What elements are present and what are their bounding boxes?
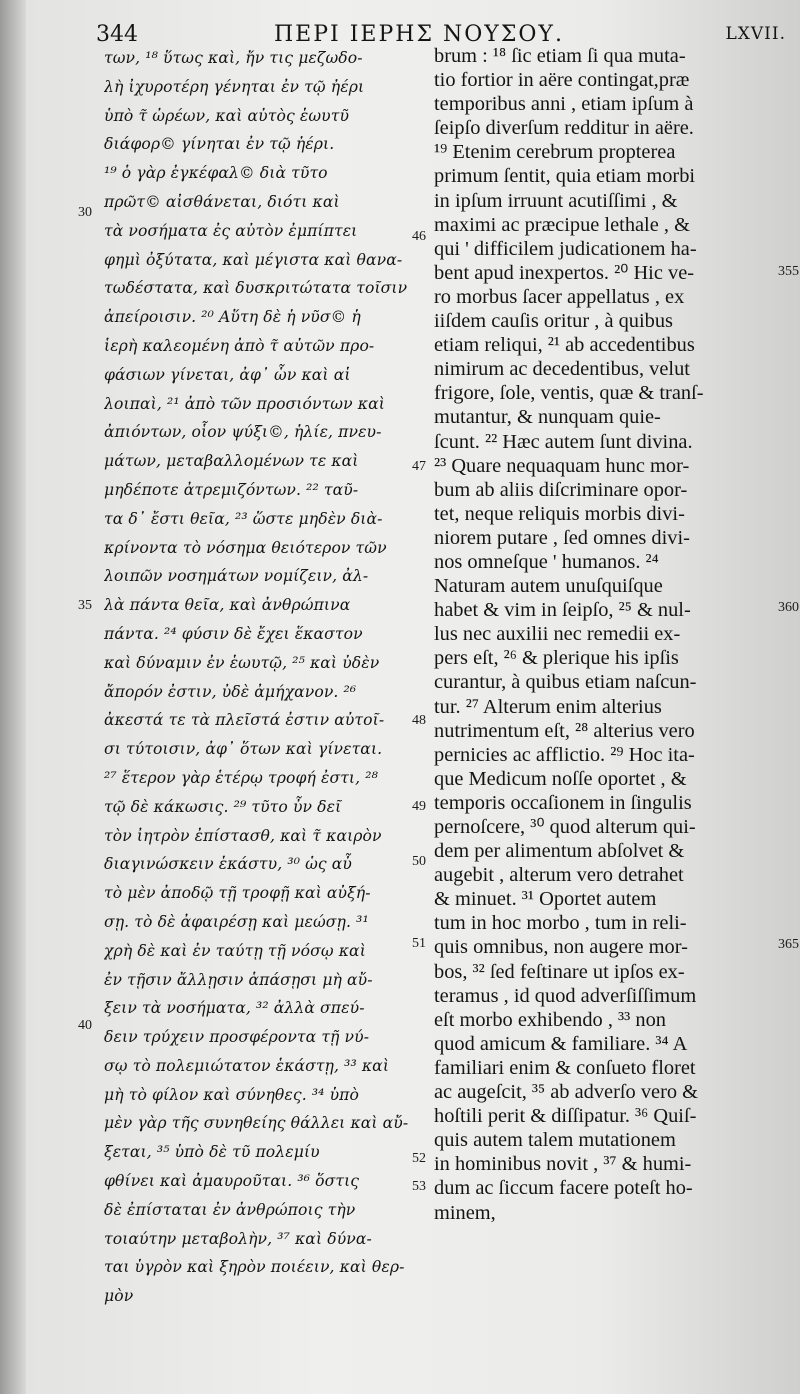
running-title: ΠΕΡΙ ΙΕΡΗΣ ΝΟΥΣΟΥ.	[274, 22, 564, 47]
latin-text-line: bent apud inexpertos. ²⁰ Hic ve-	[434, 261, 695, 284]
latin-text-line: ſeipſo diverſum redditur in aëre.	[434, 117, 694, 140]
greek-text-line: λὰ πάντα θεῖα, καὶ ἀνθρώπινα	[104, 596, 351, 615]
latin-text-column	[434, 44, 774, 1225]
greek-text-line: ξειν τὰ νοσήματα, ³² ἀλλὰ σπεύ-	[104, 999, 365, 1018]
greek-text-line: τὰ νοσήματα ἐς αὐτὸν ἐμπίπτει	[104, 221, 358, 240]
greek-text-line: των, ¹⁸ ὕτως καὶ, ἤν τις μεζωδο-	[104, 49, 363, 67]
latin-text-line: familiari enim & conſueto floret	[434, 1056, 696, 1079]
latin-text-line: tum in hoc morbo , tum in reli-	[434, 912, 687, 935]
latin-text-line: teramus , id quod adverſiſſimum	[434, 984, 697, 1007]
greek-text-line: δὲ ἐπίσταται ἐν ἀνθρώποις τὴν	[104, 1200, 356, 1219]
folio-number: LXVII.	[725, 24, 786, 44]
greek-text-column	[104, 44, 422, 1311]
greek-text-line: τωδέστατα, καὶ δυσκριτώτατα τοῖσιν	[104, 279, 408, 298]
greek-line-number: 53	[412, 1179, 426, 1194]
left-margin-number: 40	[78, 1018, 92, 1033]
latin-text-line: dem per alimentum abſolvet &	[434, 840, 685, 863]
latin-text-line: habet & vim in ſeipſo, ²⁵ & nul-	[434, 599, 691, 622]
greek-text-line: λοιπῶν νοσημάτων νομίζειν, ἀλ-	[104, 567, 369, 586]
latin-text-line: bos, ³² ſed feſtinare ut ipſos ex-	[434, 960, 685, 983]
latin-text-line: ro morbus ſacer appellatus , ex	[434, 285, 685, 308]
latin-text-line: nos omneſque ' humanos. ²⁴	[434, 550, 659, 573]
greek-text-line: πρῶτ© αἰσθάνεται, διότι καὶ	[104, 192, 340, 211]
greek-line-number: 49	[412, 799, 426, 814]
latin-text-line: curantur, à quibus etiam naſcun-	[434, 671, 697, 694]
greek-text-line: δειν τρύχειν προσφέροντα τῇ νύ-	[104, 1028, 370, 1047]
greek-text-line: χρὴ δὲ καὶ ἐν ταύτῃ τῇ νόσῳ καὶ	[104, 941, 366, 960]
greek-text-line: λὴ ἰχυροτέρη γένηται ἐν τῷ ἠέρι	[104, 77, 365, 96]
latin-text-line: quis autem talem mutationem	[434, 1129, 676, 1152]
greek-text-line: κρίνοντα τὸ νόσημα θειότερον τῶν	[104, 538, 387, 557]
greek-line-number: 46	[412, 229, 426, 244]
greek-text-line: πάντα. ²⁴ φύσιν δὲ ἔχει ἕκαστον	[104, 624, 363, 643]
latin-text-line: frigore, ſole, ventis, quæ & tranſ-	[434, 382, 704, 405]
latin-text-line: in ipſum irruunt acutiſſimi , &	[434, 189, 678, 212]
greek-text-line: διαγινώσκειν ἑκάστυ, ³⁰ ὡς αὖ	[104, 855, 353, 874]
latin-text-line: pernicies ac afflictio. ²⁹ Hoc ita-	[434, 743, 695, 766]
latin-text-line: mutantur, & nunquam quie-	[434, 406, 661, 429]
greek-text-line: μὲν γὰρ τῆς συνηθείης θάλλει καὶ αὔ-	[104, 1114, 409, 1133]
greek-text-line: ἱερὴ καλεομένη ἀπὸ τ̃ αὐτῶν προ-	[104, 336, 375, 355]
greek-text-line: ἀπιόντων, οἷον ψύξι©, ἡλίε, πνευ-	[104, 423, 382, 442]
latin-text-line: ²³ Quare nequaquam hunc mor-	[434, 454, 690, 477]
latin-text-line: nimirum ac decedentibus, velut	[434, 358, 690, 381]
greek-text-line: φημὶ ὀξύτατα, καὶ μέγιστα καὶ θανα-	[104, 250, 403, 269]
latin-text-line: etiam reliqui, ²¹ ab accedentibus	[434, 334, 695, 357]
latin-text-line: tet, neque reliquis morbis divi-	[434, 502, 685, 525]
latin-text-line: niorem putare , ſed omnes divi-	[434, 526, 690, 549]
latin-text-line: iiſdem cauſis oritur , à quibus	[434, 310, 673, 333]
latin-text-line: lus nec auxilii nec remedii ex-	[434, 623, 681, 646]
greek-text-line: φάσιων γίνεται, ἀφ᾽ ὧν καὶ αἱ	[104, 365, 351, 384]
latin-text-line: ſcunt. ²² Hæc autem ſunt divina.	[434, 430, 693, 453]
latin-text-line: augebit , alterum vero detrahet	[434, 864, 684, 887]
latin-text-line: qui ' difficilem judicationem ha-	[434, 237, 697, 260]
page-number: 344	[96, 22, 138, 47]
latin-text-line: brum : ¹⁸ ſic etiam ſi qua muta-	[434, 45, 686, 67]
latin-text-line: quod amicum & familiare. ³⁴ A	[434, 1032, 688, 1055]
latin-text-line: que Medicum noſſe oportet , &	[434, 767, 687, 790]
greek-text-line: τῷ δὲ κάκωσις. ²⁹ τῦτο ὖν δεῖ	[104, 797, 342, 816]
left-margin-number: 35	[78, 598, 92, 613]
latin-text-line: ¹⁹ Etenim cerebrum propterea	[434, 141, 676, 164]
greek-text-line: ται ὑγρὸν καὶ ξηρὸν ποιέειν, καὶ θερ-	[104, 1258, 405, 1277]
greek-text-line: ἀκεστά τε τὰ πλεῖστά ἐστιν αὐτοῖ-	[104, 711, 385, 730]
right-margin-number: 355	[778, 264, 799, 279]
latin-text-line: temporibus anni , etiam ipſum à	[434, 93, 694, 116]
greek-text-line: λοιπαὶ, ²¹ ἀπὸ τῶν προσιόντων καὶ	[104, 394, 385, 413]
greek-text-line: μάτων, μεταβαλλομένων τε καὶ	[104, 452, 359, 471]
greek-text-line: μὸν	[104, 1287, 134, 1306]
greek-text-line: τοιαύτην μεταβολὴν, ³⁷ καὶ δύνα-	[104, 1229, 372, 1248]
latin-text-line: nutrimentum eſt, ²⁸ alterius vero	[434, 719, 695, 742]
greek-text-line: καὶ δύναμιν ἐν ἑωυτῷ, ²⁵ καὶ ὐδὲν	[104, 653, 380, 672]
latin-text-line: pernoſcere, ³⁰ quod alterum qui-	[434, 816, 696, 838]
greek-line-number: 51	[412, 936, 426, 951]
right-margin-number: 360	[778, 600, 799, 615]
greek-text-line: φθίνει καὶ ἀμαυροῦται. ³⁶ ὅστις	[104, 1172, 360, 1191]
greek-text-line: διάφορ© γίνηται ἐν τῷ ἠέρι.	[104, 135, 335, 154]
latin-text-line: primum ſentit, quia etiam morbi	[434, 165, 696, 188]
latin-text-line: temporis occaſionem in ſingulis	[434, 791, 692, 814]
greek-text-line: ἀπείροισιν. ²⁰ Αὕτη δὲ ἡ νῦσ© ἡ	[104, 308, 361, 327]
greek-text-line: σι τύτοισιν, ἀφ᾽ ὅτων καὶ γίνεται.	[104, 740, 383, 759]
greek-line-number: 47	[412, 459, 426, 474]
latin-text-line: ac augeſcit, ³⁵ ab adverſo vero &	[434, 1081, 699, 1104]
greek-text-line: τὸ μὲν ἀποδῷ τῇ τροφῇ καὶ αὐξή-	[104, 884, 371, 903]
greek-text-line: ἐν τῇσιν ἄλλῃσιν ἁπάσῃσι μὴ αὔ-	[104, 970, 373, 989]
greek-text-line: σῳ τὸ πολεμιώτατον ἑκάστῃ, ³³ καὶ	[104, 1056, 390, 1075]
greek-text-line: ξεται, ³⁵ ὑπὸ δὲ τῦ πολεμίυ	[104, 1143, 320, 1162]
greek-text-line: ¹⁹ ὁ γὰρ ἐγκέφαλ© διὰ τῦτο	[104, 164, 328, 183]
greek-text-line: μὴ τὸ φίλον καὶ σύνηθες. ³⁴ ὑπὸ	[104, 1085, 359, 1104]
latin-text-line: pers eſt, ²⁶ & plerique his ipſis	[434, 647, 679, 670]
greek-text-line: ²⁷ ἕτερον γὰρ ἑτέρῳ τροφή ἐστι, ²⁸	[104, 768, 378, 787]
latin-text-line: in hominibus novit , ³⁷ & humi-	[434, 1153, 692, 1176]
greek-text-line: σῃ. τὸ δὲ ἀφαιρέσῃ καὶ μεώσῃ. ³¹	[104, 912, 369, 931]
latin-text-line: minem,	[434, 1201, 496, 1224]
greek-text-line: μηδέποτε ἀτρεμιζόντων. ²² ταῦ-	[104, 480, 359, 499]
latin-text-line: & minuet. ³¹ Oportet autem	[434, 888, 657, 911]
greek-text-line: τὸν ἰητρὸν ἐπίστασθ, καὶ τ̃ καιρὸν	[104, 826, 382, 845]
greek-text-line: ὑπὸ τ̃ ὠρέων, καὶ αὐτὸς ἑωυτῦ	[104, 106, 350, 125]
greek-line-number: 52	[412, 1151, 426, 1166]
right-margin-number: 365	[778, 937, 799, 952]
latin-text-line: bum ab aliis diſcriminare opor-	[434, 478, 688, 501]
latin-text-line: maximi ac præcipue lethale , &	[434, 213, 690, 236]
left-margin-number: 30	[78, 205, 92, 220]
latin-text-line: tio fortior in aëre contingat,præ	[434, 69, 690, 92]
latin-text-line: tur. ²⁷ Alterum enim alterius	[434, 695, 662, 718]
latin-text-line: dum ac ſiccum facere poteſt ho-	[434, 1177, 693, 1200]
latin-text-line: eſt morbo exhibendo , ³³ non	[434, 1008, 666, 1031]
greek-line-number: 48	[412, 713, 426, 728]
greek-text-line: τα δ᾽ ἔστι θεῖα, ²³ ὥστε μηδὲν διὰ-	[104, 509, 383, 528]
latin-text-line: hoſtili perit & diſſipatur. ³⁶ Quiſ-	[434, 1105, 697, 1128]
page-gutter-shadow	[0, 0, 26, 1394]
latin-text-line: Naturam autem unuſquiſque	[434, 575, 663, 598]
latin-text-line: quis omnibus, non augere mor-	[434, 936, 688, 959]
greek-line-number: 50	[412, 854, 426, 869]
greek-text-line: ἄπορόν ἐστιν, ὐδὲ ἀμήχανον. ²⁶	[104, 682, 357, 701]
